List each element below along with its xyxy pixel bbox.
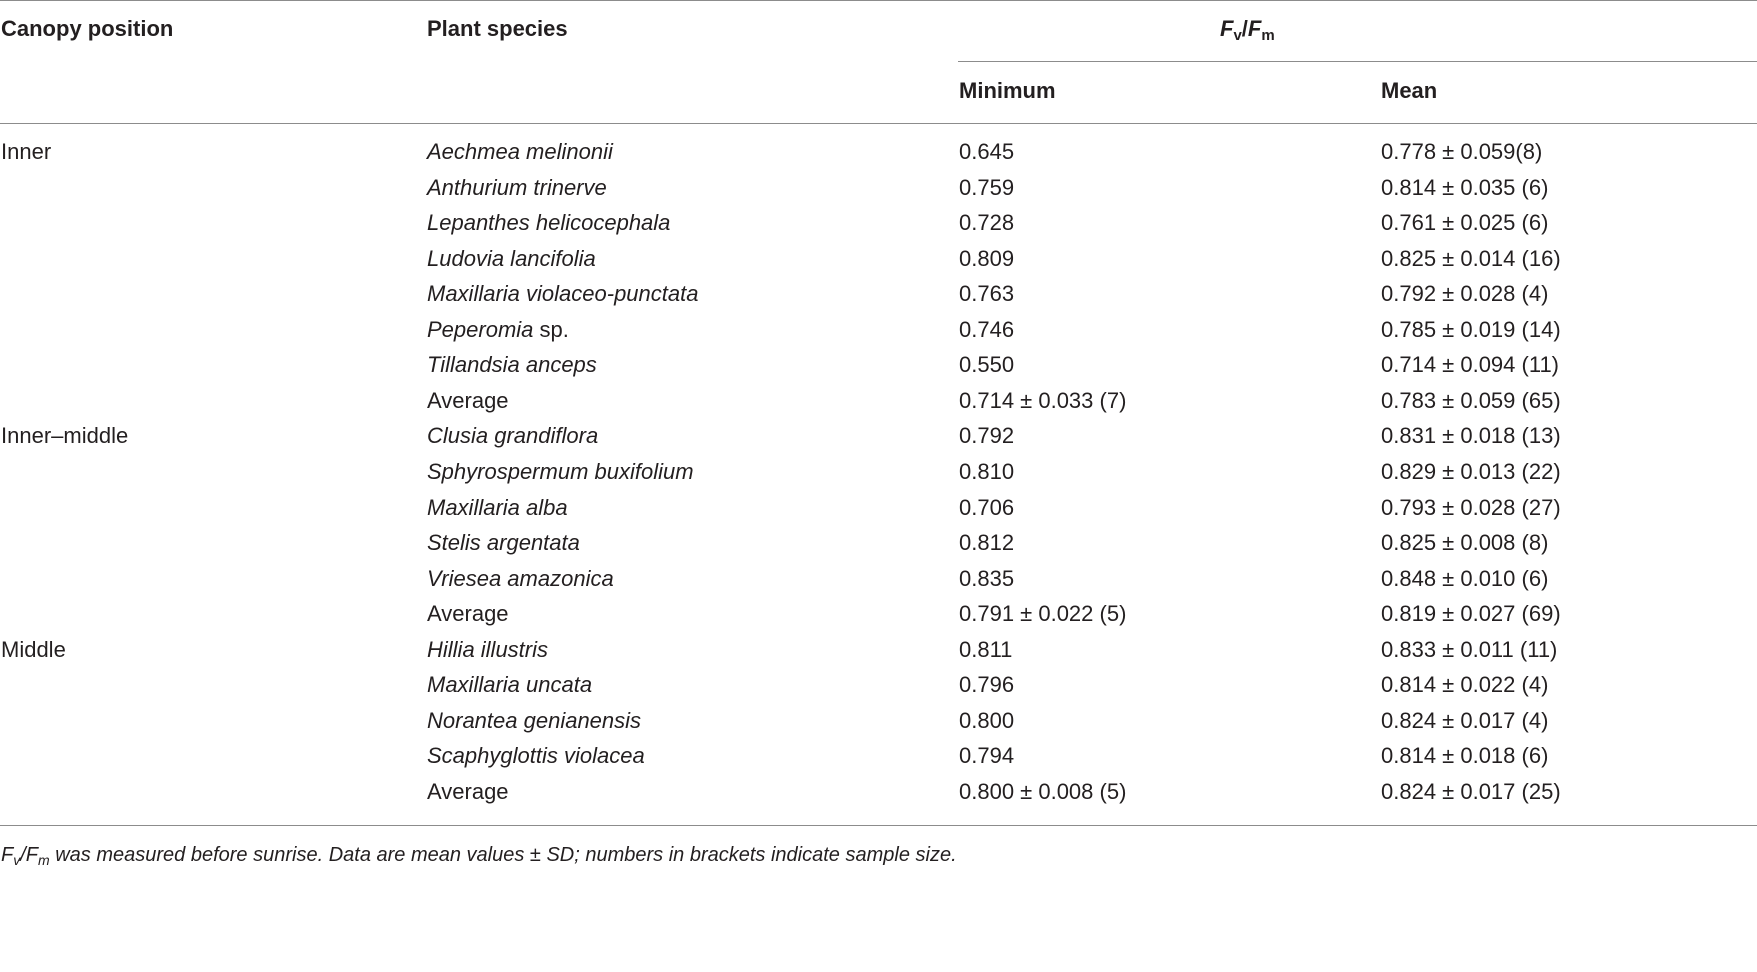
species-cell <box>427 246 596 272</box>
species-name: Average <box>427 779 509 804</box>
minimum-value-cell: 0.550 <box>959 352 1015 377</box>
mean-value-cell: 0.825 ± 0.008 (8) <box>1381 530 1549 555</box>
mean-value-cell: 0.793 ± 0.028 (27) <box>1381 495 1561 520</box>
header-minimum: Minimum <box>959 78 1056 103</box>
species-cell <box>427 352 597 378</box>
canopy-position-cell: Middle <box>1 637 66 662</box>
species-name: Aechmea melinonii <box>427 139 613 164</box>
fvfm-span-rule <box>958 61 1757 62</box>
species-name: Sphyrospermum buxifolium <box>427 459 694 484</box>
minimum-value-cell: 0.800 <box>959 708 1015 733</box>
species-cell <box>427 708 641 734</box>
species-cell <box>427 317 569 343</box>
species-cell <box>427 637 548 663</box>
minimum-value-cell: 0.714 ± 0.033 (7) <box>959 388 1127 413</box>
header-fvfm: $F_v/F_m$ <box>1220 16 1275 44</box>
species-cell <box>427 281 698 307</box>
species-cell <box>427 743 645 769</box>
species-name: Clusia grandiflora <box>427 423 599 448</box>
species-cell <box>427 459 694 485</box>
mean-value-cell: 0.824 ± 0.017 (25) <box>1381 779 1561 804</box>
mean-value-cell: 0.778 ± 0.059(8) <box>1381 139 1543 164</box>
species-suffix: sp. <box>533 317 569 342</box>
minimum-value-cell: 0.728 <box>959 210 1015 235</box>
species-cell <box>427 566 614 592</box>
minimum-value-cell: 0.746 <box>959 317 1015 342</box>
species-name: Ludovia lancifolia <box>427 246 596 271</box>
minimum-value-cell: 0.645 <box>959 139 1015 164</box>
minimum-value-cell: 0.835 <box>959 566 1015 591</box>
average-label-cell <box>427 601 509 627</box>
table-bottom-rule <box>0 825 1757 826</box>
species-name: Maxillaria violaceo-punctata <box>427 281 699 306</box>
mean-value-cell: 0.814 ± 0.018 (6) <box>1381 743 1549 768</box>
minimum-value-cell: 0.812 <box>959 530 1015 555</box>
mean-value-cell: 0.792 ± 0.028 (4) <box>1381 281 1549 306</box>
table-top-rule <box>0 0 1757 1</box>
minimum-value-cell: 0.800 ± 0.008 (5) <box>959 779 1127 804</box>
mean-value-cell: 0.825 ± 0.014 (16) <box>1381 246 1561 271</box>
mean-value-cell: 0.831 ± 0.018 (13) <box>1381 423 1561 448</box>
mean-value-cell: 0.814 ± 0.022 (4) <box>1381 672 1549 697</box>
species-name: Anthurium trinerve <box>427 175 607 200</box>
minimum-value-cell: 0.794 <box>959 743 1015 768</box>
average-label-cell <box>427 388 509 414</box>
mean-value-cell: 0.783 ± 0.059 (65) <box>1381 388 1561 413</box>
minimum-value-cell: 0.792 <box>959 423 1015 448</box>
mean-value-cell: 0.824 ± 0.017 (4) <box>1381 708 1549 733</box>
mean-value-cell: 0.814 ± 0.035 (6) <box>1381 175 1549 200</box>
species-cell <box>427 672 592 698</box>
average-label-cell <box>427 779 509 805</box>
species-name: Scaphyglottis violacea <box>427 743 645 768</box>
species-cell <box>427 175 607 201</box>
species-name: Average <box>427 388 509 413</box>
minimum-value-cell: 0.791 ± 0.022 (5) <box>959 601 1127 626</box>
species-name: Tillandsia anceps <box>427 352 597 377</box>
species-name: Norantea genianensis <box>427 708 642 733</box>
header-plant-species: Plant species <box>427 16 568 41</box>
species-name: Peperomia <box>427 317 534 342</box>
canopy-position-cell: Inner <box>1 139 52 164</box>
species-name: Hillia illustris <box>427 637 549 662</box>
mean-value-cell: 0.785 ± 0.019 (14) <box>1381 317 1561 342</box>
species-cell <box>427 495 568 521</box>
canopy-position-cell: Inner–middle <box>1 423 129 448</box>
mean-value-cell: 0.848 ± 0.010 (6) <box>1381 566 1549 591</box>
minimum-value-cell: 0.811 <box>959 637 1013 662</box>
minimum-value-cell: 0.810 <box>959 459 1015 484</box>
minimum-value-cell: 0.706 <box>959 495 1015 520</box>
minimum-value-cell: 0.809 <box>959 246 1015 271</box>
species-cell <box>427 210 670 236</box>
species-name: Vriesea amazonica <box>427 566 614 591</box>
minimum-value-cell: 0.763 <box>959 281 1015 306</box>
species-name: Lepanthes helicocephala <box>427 210 671 235</box>
mean-value-cell: 0.833 ± 0.011 (11) <box>1381 637 1558 662</box>
minimum-value-cell: 0.759 <box>959 175 1015 200</box>
species-cell <box>427 530 580 556</box>
minimum-value-cell: 0.796 <box>959 672 1015 697</box>
table-footnote: $F_v/F_m$ was measured before sunrise. Data are mean values ± SD; numbers in brackets indicate sample size. <box>1 844 957 868</box>
mean-value-cell: 0.829 ± 0.013 (22) <box>1381 459 1561 484</box>
species-cell <box>427 139 613 165</box>
species-name: Maxillaria uncata <box>427 672 593 697</box>
species-name: Stelis argentata <box>427 530 580 555</box>
header-rule <box>0 123 1757 124</box>
species-name: Maxillaria alba <box>427 495 568 520</box>
header-canopy-position: Canopy position <box>1 16 174 41</box>
mean-value-cell: 0.714 ± 0.094 (11) <box>1381 352 1560 377</box>
mean-value-cell: 0.819 ± 0.027 (69) <box>1381 601 1561 626</box>
species-name: Average <box>427 601 509 626</box>
species-cell <box>427 423 598 449</box>
header-mean: Mean <box>1381 78 1438 103</box>
mean-value-cell: 0.761 ± 0.025 (6) <box>1381 210 1549 235</box>
